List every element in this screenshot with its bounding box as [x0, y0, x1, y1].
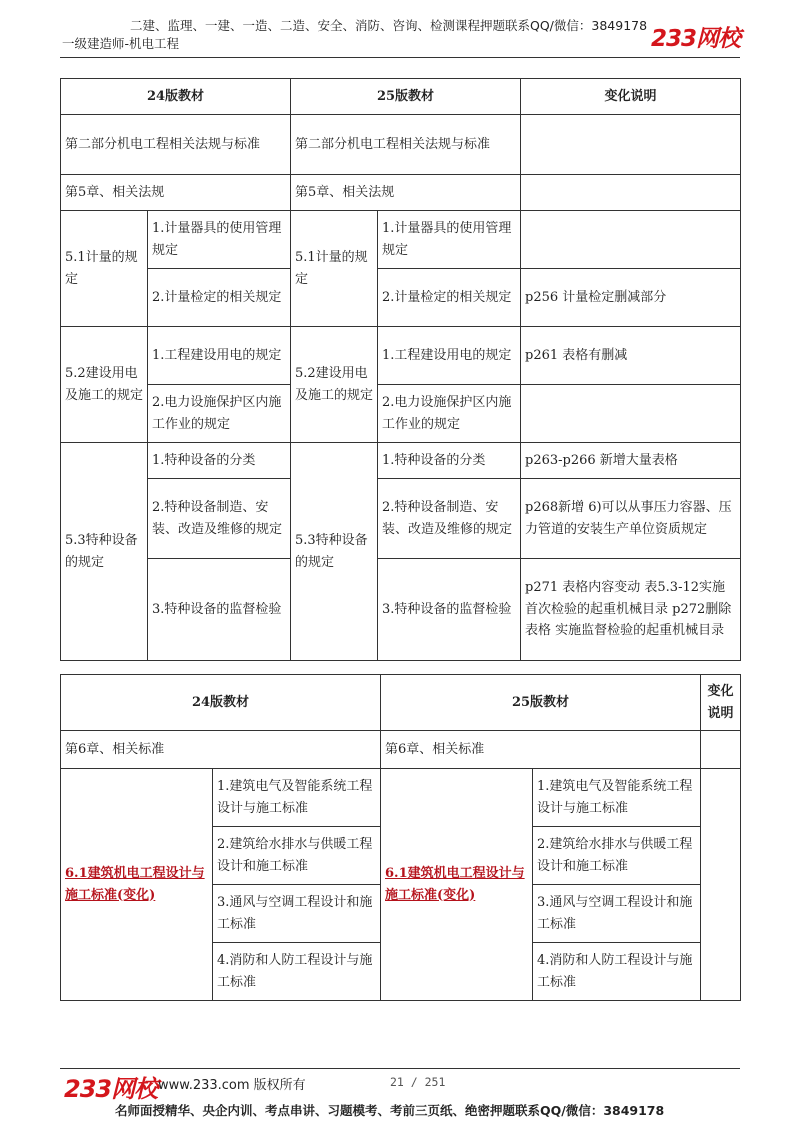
header-subject: 一级建造师-机电工程	[62, 36, 180, 51]
col-header-old: 24版教材	[61, 79, 291, 115]
item-old: 3.特种设备的监督检验	[148, 559, 291, 661]
item-old: 2.电力设施保护区内施工作业的规定	[148, 385, 291, 443]
comparison-table-ch5	[60, 78, 741, 661]
col-header-old: 24版教材	[61, 675, 381, 731]
note-cell: p261 表格有删减	[521, 327, 741, 385]
table-row	[61, 385, 741, 443]
chapter-title-new: 第6章、相关标准	[381, 731, 701, 769]
table-row	[61, 327, 741, 385]
table-row	[61, 211, 741, 269]
header-divider	[60, 57, 740, 58]
header-contact-line: 二建、监理、一建、一造、二造、安全、消防、咨询、检测课程押题联系QQ/微信：3849178	[130, 18, 648, 33]
brand-logo-bottom: 233网校	[64, 1075, 158, 1103]
item-new: 2.建筑给水排水与供暖工程设计和施工标准	[533, 827, 701, 885]
chapter-title-old: 第6章、相关标准	[61, 731, 381, 769]
table-row	[61, 175, 741, 211]
col-header-notes: 变化说明	[521, 79, 741, 115]
note-cell	[521, 115, 741, 175]
chapter-title-new: 第5章、相关法规	[291, 175, 521, 211]
item-new: 3.特种设备的监督检验	[378, 559, 521, 661]
note-cell	[701, 731, 741, 769]
col-header-new: 25版教材	[381, 675, 701, 731]
item-new: 2.计量检定的相关规定	[378, 269, 521, 327]
note-cell	[521, 385, 741, 443]
note-cell	[701, 769, 741, 1001]
note-cell	[521, 175, 741, 211]
item-old: 2.计量检定的相关规定	[148, 269, 291, 327]
note-cell: p256 计量检定删减部分	[521, 269, 741, 327]
section-title-new: 5.3特种设备的规定	[291, 443, 378, 661]
item-old: 1.工程建设用电的规定	[148, 327, 291, 385]
item-old: 2.建筑给水排水与供暖工程设计和施工标准	[213, 827, 381, 885]
section-title-new: 5.1计量的规定	[291, 211, 378, 327]
item-old: 4.消防和人防工程设计与施工标准	[213, 943, 381, 1001]
item-new: 4.消防和人防工程设计与施工标准	[533, 943, 701, 1001]
table-header-row	[61, 79, 741, 115]
note-cell	[521, 211, 741, 269]
item-old: 1.建筑电气及智能系统工程设计与施工标准	[213, 769, 381, 827]
section-title-old: 5.3特种设备的规定	[61, 443, 148, 661]
footer-divider	[60, 1068, 740, 1069]
table-row	[61, 559, 741, 661]
table-row	[61, 731, 741, 769]
col-header-notes: 变化说明	[701, 675, 741, 731]
chapter-title-old: 第5章、相关法规	[61, 175, 291, 211]
table-row	[61, 269, 741, 327]
section-title-new[interactable]	[381, 769, 533, 1001]
section-title-old: 5.2建设用电及施工的规定	[61, 327, 148, 443]
section-title-new: 5.2建设用电及施工的规定	[291, 327, 378, 443]
item-new: 1.工程建设用电的规定	[378, 327, 521, 385]
section-title-old: 5.1计量的规定	[61, 211, 148, 327]
brand-logo-top: 233网校	[650, 26, 740, 52]
table-row	[61, 769, 741, 827]
item-old: 1.特种设备的分类	[148, 443, 291, 479]
section-title-old[interactable]	[61, 769, 213, 1001]
item-old: 3.通风与空调工程设计和施工标准	[213, 885, 381, 943]
item-new: 1.特种设备的分类	[378, 443, 521, 479]
item-new: 3.通风与空调工程设计和施工标准	[533, 885, 701, 943]
comparison-table-ch6	[60, 674, 741, 1001]
part-title-old: 第二部分机电工程相关法规与标准	[61, 115, 291, 175]
item-old: 2.特种设备制造、安装、改造及维修的规定	[148, 479, 291, 559]
table-row	[61, 115, 741, 175]
col-header-new: 25版教材	[291, 79, 521, 115]
footer-slogan: 名师面授精华、央企内训、考点串讲、习题模考、考前三页纸、绝密押题联系QQ/微信：3849178	[115, 1103, 665, 1118]
item-new: 2.特种设备制造、安装、改造及维修的规定	[378, 479, 521, 559]
item-old: 1.计量器具的使用管理规定	[148, 211, 291, 269]
part-title-new: 第二部分机电工程相关法规与标准	[291, 115, 521, 175]
table-header-row	[61, 675, 741, 731]
table-row	[61, 479, 741, 559]
item-new: 1.建筑电气及智能系统工程设计与施工标准	[533, 769, 701, 827]
footer-site[interactable]: www.233.com 版权所有	[158, 1078, 306, 1093]
note-cell: p268新增 6)可以从事压力容器、压力管道的安装生产单位资质规定	[521, 479, 741, 559]
note-cell: p271 表格内容变动 表5.3-12实施首次检验的起重机械目录 p272删除表格 实施监督检验的起重机械目录	[521, 559, 741, 661]
table-row	[61, 443, 741, 479]
section-link-old[interactable]: 6.1建筑机电工程设计与施工标准(变化)	[65, 866, 205, 903]
page-number: 21 / 251	[390, 1075, 446, 1089]
item-new: 1.计量器具的使用管理规定	[378, 211, 521, 269]
item-new: 2.电力设施保护区内施工作业的规定	[378, 385, 521, 443]
note-cell: p263-p266 新增大量表格	[521, 443, 741, 479]
section-link-new[interactable]: 6.1建筑机电工程设计与施工标准(变化)	[385, 866, 525, 903]
